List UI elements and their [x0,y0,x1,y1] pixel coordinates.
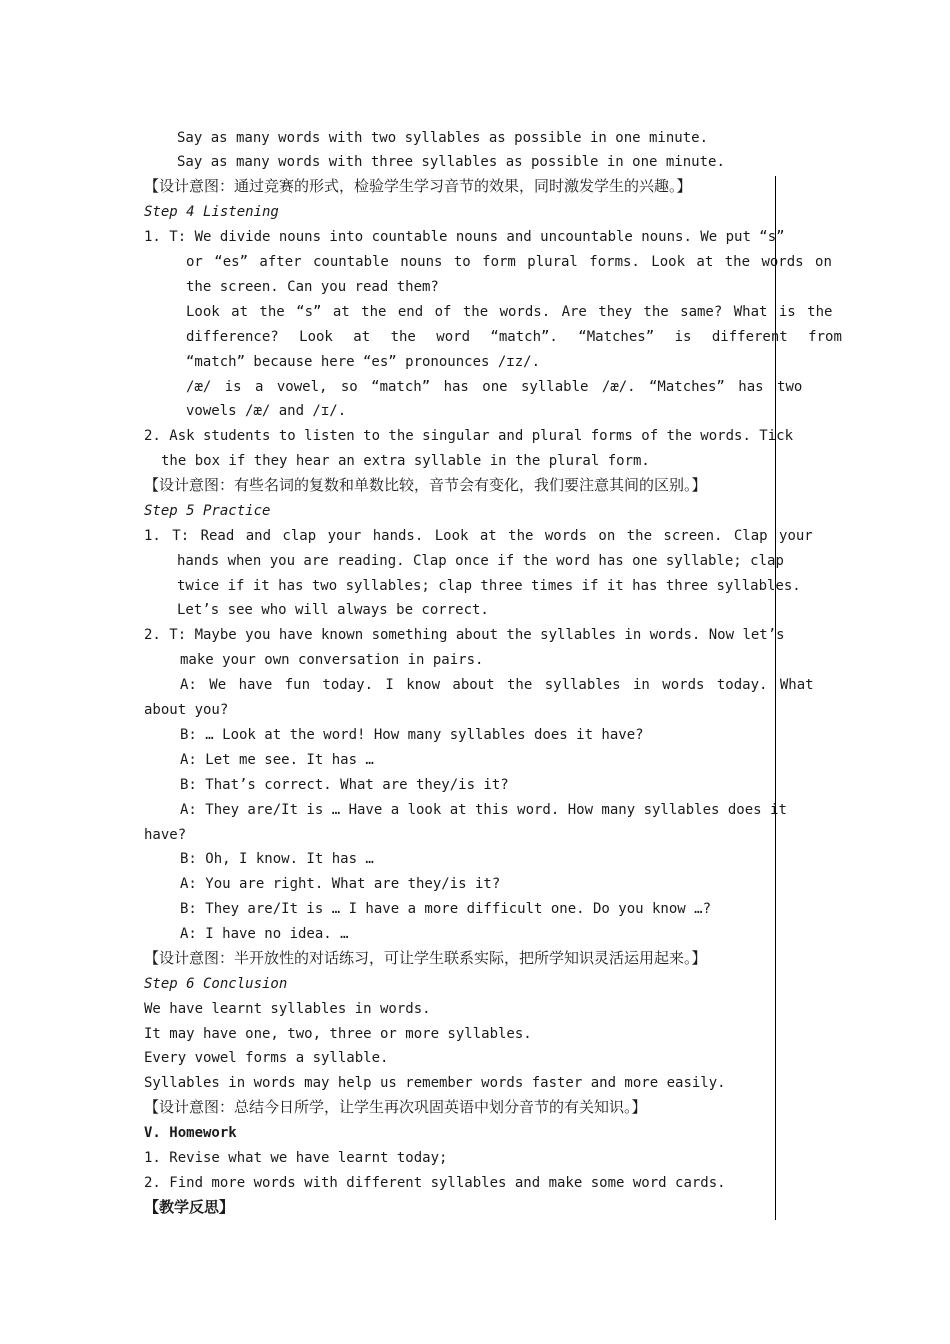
text-line: Let’s see who will always be correct. [177,602,489,618]
text-line: difference? Look at the word “match”. “Matches” is different from [186,329,842,345]
text-line: A: They are/It is … Have a look at this word. How many syllables does it [180,802,787,818]
text-line: 1. T: Read and clap your hands. Look at the words on the screen. Clap your [144,528,813,544]
text-line: Say as many words with two syllables as possible in one minute. [177,130,709,146]
text-line: the box if they hear an extra syllable in the plural form. [161,453,650,469]
text-line: A: You are right. What are they/is it? [180,876,501,892]
section-heading: V. Homework [144,1125,237,1141]
design-intent-note: 【设计意图：半开放性的对话练习，可让学生联系实际，把所学知识灵活运用起来。】 [144,949,707,967]
text-line: A: I have no idea. … [180,926,349,942]
text-line: make your own conversation in pairs. [180,652,484,668]
text-line: Look at the “s” at the end of the words. Are they the same? What is the [186,304,833,320]
text-line: B: Oh, I know. It has … [180,851,374,867]
text-line: 1. T: We divide nouns into countable nouns and uncountable nouns. We put “s” [144,229,785,245]
text-line: “match” because here “es” pronounces /ɪz/. [186,354,541,370]
text-line: vowels /æ/ and /ɪ/. [186,403,347,419]
text-line: Every vowel forms a syllable. [144,1050,389,1066]
text-line: B: That’s correct. What are they/is it? [180,777,509,793]
text-line: hands when you are reading. Clap once if the word has one syllable; clap [177,553,784,569]
design-intent-note: 【设计意图：通过竞赛的形式，检验学生学习音节的效果，同时激发学生的兴趣。】 [144,177,692,195]
reflection-heading: 【教学反思】 [144,1198,235,1216]
text-line: It may have one, two, three or more syllables. [144,1026,532,1042]
design-intent-note: 【设计意图：总结今日所学，让学生再次巩固英语中划分音节的有关知识。】 [144,1098,647,1116]
text-line: 2. Ask students to listen to the singular and plural forms of the words. Tick [144,428,794,444]
design-intent-note: 【设计意图：有些名词的复数和单数比较，音节会有变化，我们要注意其间的区别。】 [144,476,707,494]
text-line: Syllables in words may help us remember words faster and more easily. [144,1075,726,1091]
text-line: 2. T: Maybe you have known something about the syllables in words. Now let’s [144,627,785,643]
text-line: the screen. Can you read them? [186,279,439,295]
text-line: twice if it has two syllables; clap three times if it has three syllables. [177,578,801,594]
text-line: 1. Revise what we have learnt today; [144,1150,448,1166]
text-line: Say as many words with three syllables as possible in one minute. [177,154,725,170]
text-line: B: They are/It is … I have a more difficult one. Do you know …? [180,901,712,917]
text-line: B: … Look at the word! How many syllables does it have? [180,727,644,743]
step-heading: Step 6 Conclusion [144,976,288,992]
text-line: 2. Find more words with different syllables and make some word cards. [144,1175,726,1191]
text-line: A: Let me see. It has … [180,752,374,768]
text-line: A: We have fun today. I know about the syllables in words today. What [180,677,814,693]
text-line: or “es” after countable nouns to form plural forms. Look at the words on [186,254,832,270]
text-line: about you? [144,702,229,718]
step-heading: Step 5 Practice [144,503,271,519]
text-line: /æ/ is a vowel, so “match” has one syllable /æ/. “Matches” has two [186,379,803,395]
text-line: have? [144,827,187,843]
text-line: We have learnt syllables in words. [144,1001,431,1017]
step-heading: Step 4 Listening [144,204,279,220]
